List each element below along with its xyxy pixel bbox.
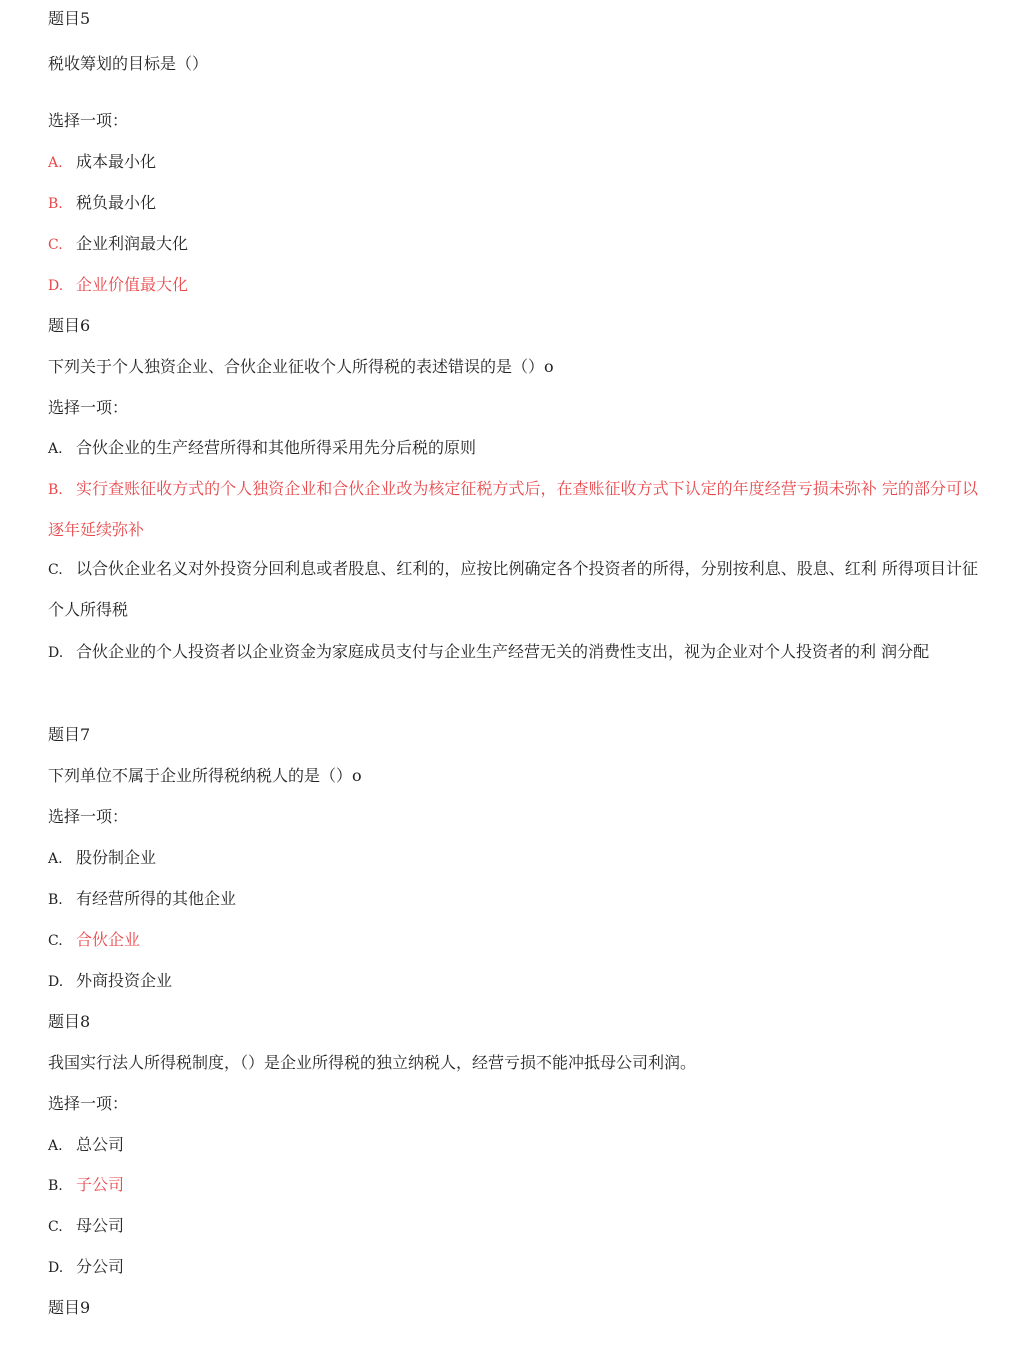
option-text: 合伙企业的个人投资者以企业资金为家庭成员支付与企业生产经营无关的消费性支出，视为企业对个人投资者的利 润分配	[76, 642, 930, 661]
option-d	[48, 631, 978, 674]
option-c	[48, 549, 978, 630]
option-text: 子公司	[76, 1175, 125, 1194]
option-text: 成本最小化	[76, 152, 157, 171]
option-text: 有经营所得的其他企业	[76, 889, 237, 908]
option-letter: C.	[48, 1219, 63, 1235]
option-text: 总公司	[76, 1135, 125, 1154]
choice-prompt: 选择一项：	[48, 398, 129, 417]
option-b-correct	[48, 469, 978, 550]
option-d	[48, 1257, 978, 1278]
option-text: 企业价值最大化	[76, 275, 189, 294]
option-b	[48, 889, 978, 910]
option-a	[48, 1135, 978, 1156]
option-letter: A.	[48, 851, 63, 867]
option-text: 分公司	[76, 1257, 125, 1276]
choice-prompt: 选择一项：	[48, 111, 129, 130]
option-letter: A.	[48, 1138, 63, 1154]
option-d	[48, 971, 978, 992]
question-title: 题目7	[48, 725, 91, 744]
option-text: 合伙企业	[76, 930, 141, 949]
question-stem: 税收筹划的目标是（）	[48, 54, 209, 73]
option-c-correct	[48, 930, 978, 951]
question-title: 题目6	[48, 316, 91, 335]
question-title: 题目5	[48, 9, 91, 28]
question-title: 题目8	[48, 1012, 91, 1031]
question-stem: 下列单位不属于企业所得税纳税人的是（）o	[48, 766, 362, 785]
option-letter: C.	[48, 562, 63, 578]
option-b	[48, 193, 978, 214]
option-text: 实行查账征收方式的个人独资企业和合伙企业改为核定征税方式后，在查账征收方式下认定的年度经营亏损未弥补 完的部分可以逐年延续弥补	[48, 479, 978, 539]
option-letter: B.	[48, 892, 63, 908]
question-stem: 下列关于个人独资企业、合伙企业征收个人所得税的表述错误的是（）o	[48, 357, 554, 376]
option-b-correct	[48, 1175, 978, 1196]
option-letter: B.	[48, 196, 63, 212]
option-text: 以合伙企业名义对外投资分回利息或者股息、红利的，应按比例确定各个投资者的所得，分别按利息、股息、红利 所得项目计征个人所得税	[48, 559, 978, 619]
option-c	[48, 234, 978, 255]
question-stem: 我国实行法人所得税制度，（）是企业所得税的独立纳税人，经营亏损不能冲抵母公司利润。	[48, 1053, 697, 1072]
option-letter: D.	[48, 645, 64, 661]
option-letter: A.	[48, 441, 63, 457]
option-letter: B.	[48, 1178, 63, 1194]
choice-prompt: 选择一项：	[48, 1094, 129, 1113]
option-letter: C.	[48, 933, 63, 949]
option-text: 外商投资企业	[76, 971, 173, 990]
option-a	[48, 438, 978, 459]
choice-prompt: 选择一项：	[48, 807, 129, 826]
question-title: 题目9	[48, 1298, 91, 1317]
option-a	[48, 848, 978, 869]
option-letter: D.	[48, 1260, 64, 1276]
option-letter: B.	[48, 482, 63, 498]
option-text: 企业利润最大化	[76, 234, 189, 253]
option-letter: D.	[48, 974, 64, 990]
option-letter: D.	[48, 278, 64, 294]
option-a	[48, 152, 978, 173]
option-letter: C.	[48, 237, 63, 253]
option-text: 母公司	[76, 1216, 125, 1235]
option-d-correct	[48, 275, 978, 296]
option-c	[48, 1216, 978, 1237]
option-text: 股份制企业	[76, 848, 157, 867]
option-text: 合伙企业的生产经营所得和其他所得采用先分后税的原则	[76, 438, 477, 457]
option-text: 税负最小化	[76, 193, 157, 212]
option-letter: A.	[48, 155, 63, 171]
